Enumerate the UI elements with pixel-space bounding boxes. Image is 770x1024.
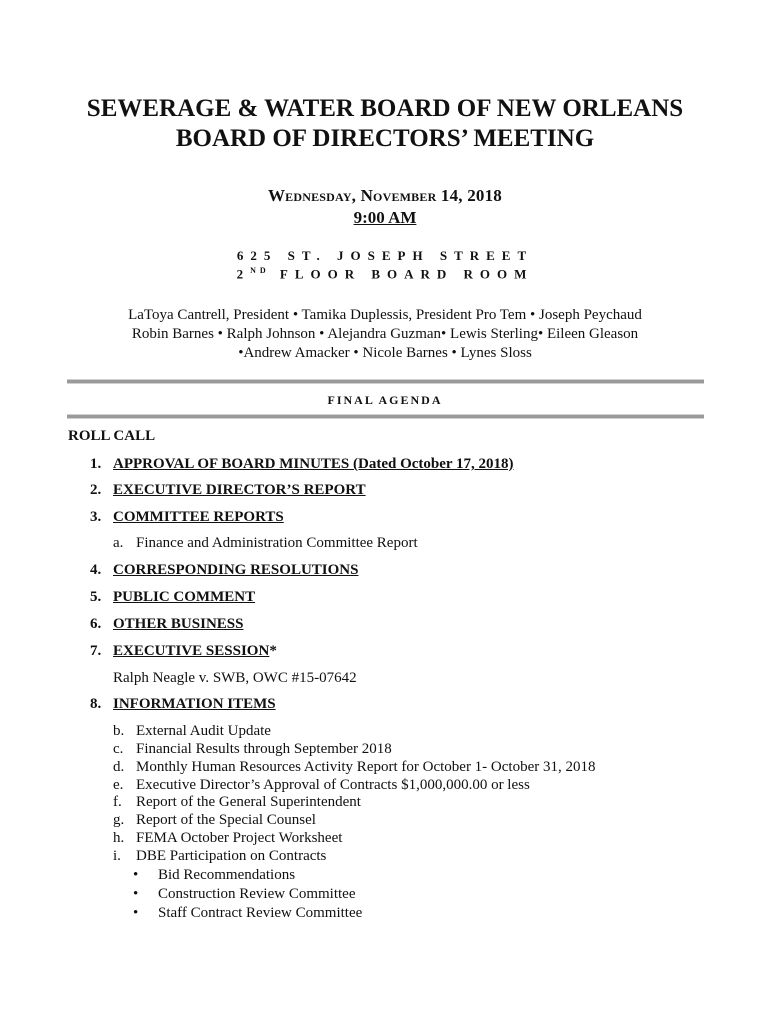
info-sub-item: d. Monthly Human Resources Activity Report for October 1- October 31, 2018 xyxy=(113,759,596,775)
dbe-bullet-item: • Construction Review Committee xyxy=(133,886,356,902)
agenda-item: 5. PUBLIC COMMENT xyxy=(90,589,256,605)
agenda-item: 2. EXECUTIVE DIRECTOR’S REPORT xyxy=(90,482,366,498)
board-members-line-2: Robin Barnes • Ralph Johnson • Alejandra Guzman• Lewis Sterling• Eileen Gleason xyxy=(131,326,639,342)
agenda-item: 7. EXECUTIVE SESSION* xyxy=(90,643,277,659)
info-sub-item: c. Financial Results through September 2018 xyxy=(113,741,392,757)
committee-sub-item: a. Finance and Administration Committee Report xyxy=(113,535,418,551)
meeting-title: BOARD OF DIRECTORS’ MEETING xyxy=(175,125,595,152)
agenda-item: 3. COMMITTEE REPORTS xyxy=(90,509,284,525)
org-title: SEWERAGE & WATER BOARD OF NEW ORLEANS xyxy=(86,95,684,122)
info-sub-item: i. DBE Participation on Contracts xyxy=(113,848,327,864)
dbe-bullet-item: • Staff Contract Review Committee xyxy=(133,905,363,921)
info-sub-item: h. FEMA October Project Worksheet xyxy=(113,830,343,846)
address-street: 625 ST. JOSEPH STREET xyxy=(236,248,534,263)
address-room xyxy=(0,266,770,282)
agenda-item: 6. OTHER BUSINESS xyxy=(90,616,244,632)
agenda-heading: FINAL AGENDA xyxy=(327,393,443,407)
meeting-time: 9:00 AM xyxy=(353,208,417,227)
roll-call: ROLL CALL xyxy=(68,428,156,444)
agenda-item: 1. APPROVAL OF BOARD MINUTES (Dated October 17, 2018) xyxy=(90,456,514,472)
info-sub-item: e. Executive Director’s Approval of Contracts $1,000,000.00 or less xyxy=(113,777,530,793)
room-name: FLOOR BOARD ROOM xyxy=(279,266,534,282)
info-sub-item: g. Report of the Special Counsel xyxy=(113,812,316,828)
divider-bottom xyxy=(67,414,704,419)
divider-top xyxy=(67,379,704,384)
info-sub-item: f. Report of the General Superintendent xyxy=(113,794,361,810)
board-members-line-3: •Andrew Amacker • Nicole Barnes • Lynes Sloss xyxy=(238,345,532,361)
agenda-item: 8. INFORMATION ITEMS xyxy=(90,696,276,712)
executive-session-note: Ralph Neagle v. SWB, OWC #15-07642 xyxy=(113,670,357,686)
meeting-date: Wednesday, November 14, 2018 xyxy=(267,186,503,205)
info-sub-item: b. External Audit Update xyxy=(113,723,271,739)
agenda-item: 4. CORRESPONDING RESOLUTIONS xyxy=(90,562,359,578)
floor-number: 2 xyxy=(236,266,251,282)
floor-suffix: ND xyxy=(250,266,270,275)
board-members-line-1: LaToya Cantrell, President • Tamika Duplessis, President Pro Tem • Joseph Peychaud xyxy=(128,307,642,323)
dbe-bullet-item: • Bid Recommendations xyxy=(133,867,296,883)
